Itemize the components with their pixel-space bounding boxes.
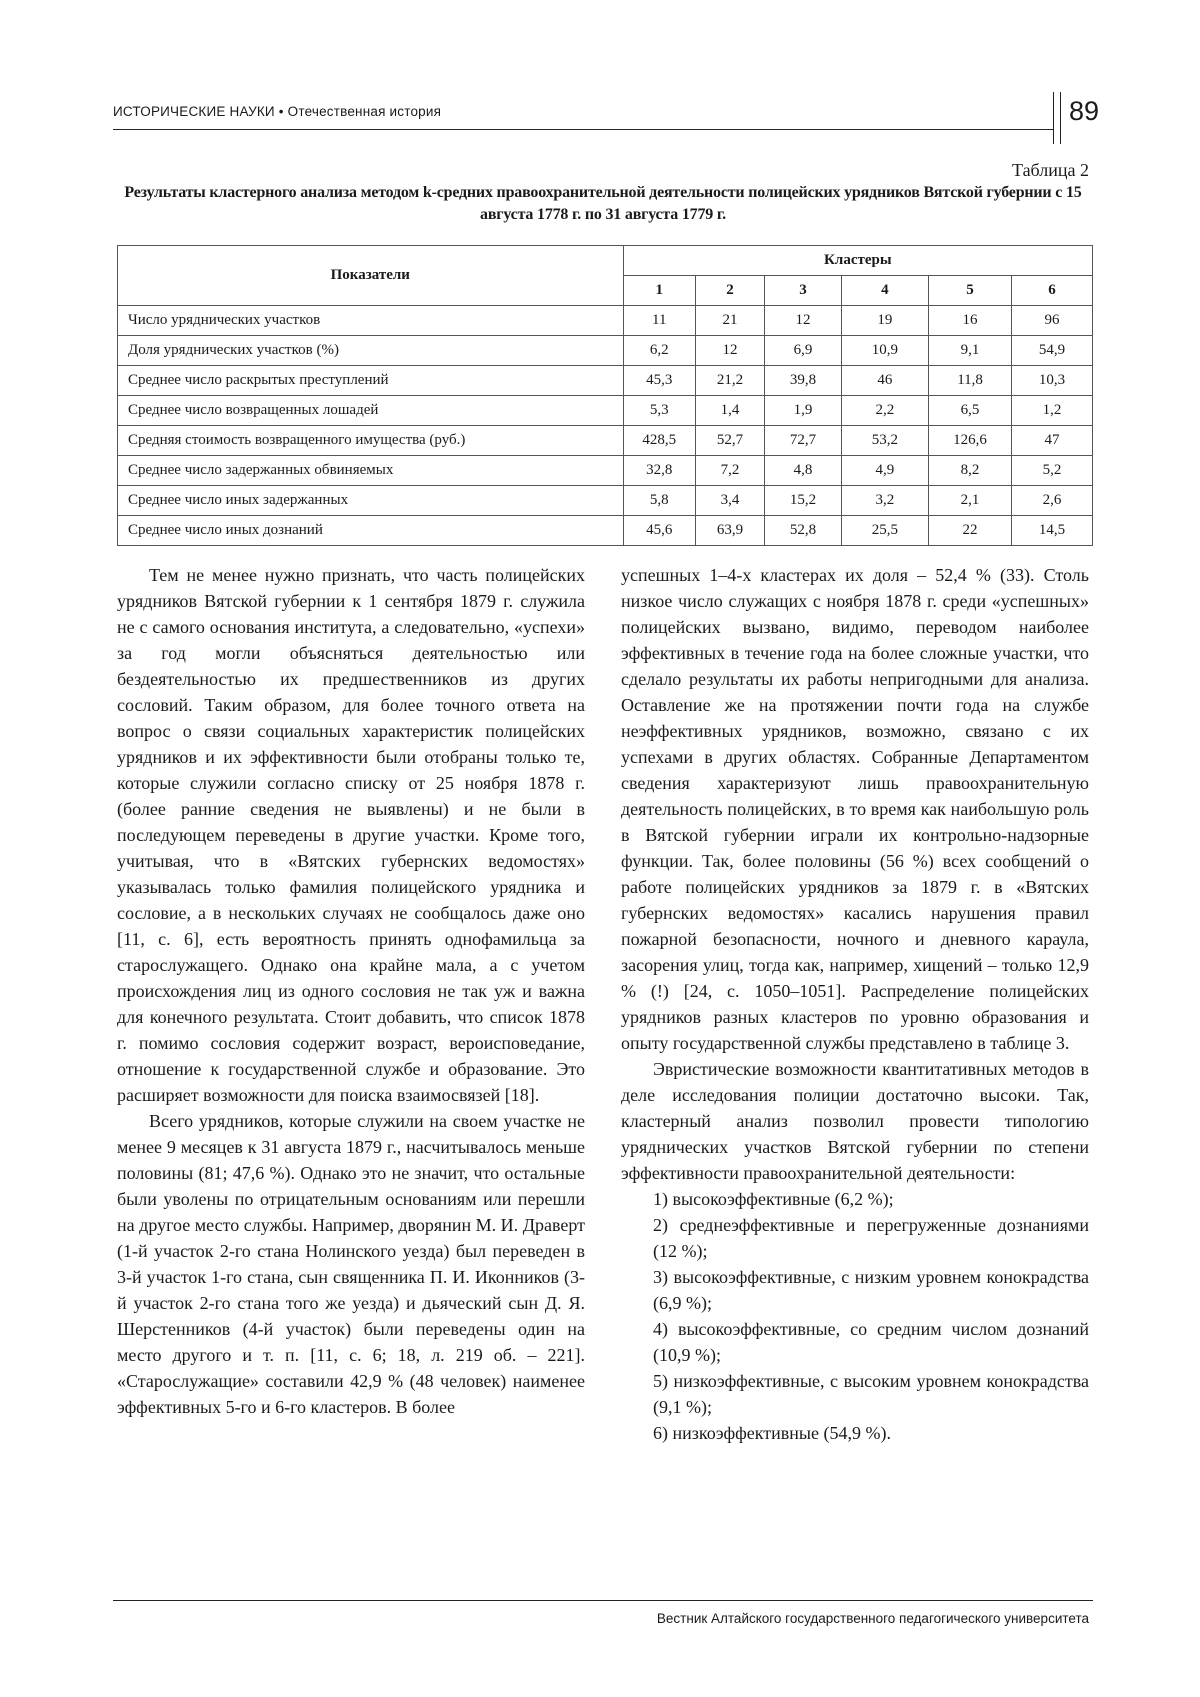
cell: 11 <box>623 306 695 336</box>
cell: 8,2 <box>929 456 1012 486</box>
cell: 5,8 <box>623 486 695 516</box>
results-table <box>117 245 1093 546</box>
cell: 1,4 <box>695 396 764 426</box>
cell: 428,5 <box>623 426 695 456</box>
cell: 52,7 <box>695 426 764 456</box>
cell: 6,9 <box>765 336 842 366</box>
cell: 52,8 <box>765 516 842 546</box>
cell: 5,3 <box>623 396 695 426</box>
paragraph: успешных 1–4-х кластерах их доля – 52,4 % (33). Столь низкое число служащих с ноября 1878 г. среди «успешных» полицейских вызвано, видимо, переводом наиболее эффективных в течение года на более сложные участки, что сделало результаты их работы непригодными для анализа. Оставление же на протяжении почти года на службе неэффективных урядников, возможно, связано с их успехами в других областях. Собранные Департаментом сведения характеризуют лишь правоохранительную деятельность полицейских, в то время как наибольшую роль в Вятской губернии играли их контрольно-надзорные функции. Так, более половины (56 %) всех сообщений о работе полицейских урядников за 1879 г. в «Вятских губернских ведомостях» касались нарушения правил пожарной безопасности, ночного и дневного караула, засорения улиц, тогда как, например, хищений – только 12,9 % (!) [24, с. 1050–1051]. Распределение полицейских урядников разных кластеров по уровню образования и опыту государственной службы представлено в таблице 3. <box>621 565 1089 1053</box>
table-row <box>118 366 1093 396</box>
header-double-bar <box>1053 92 1061 144</box>
table-label: Таблица 2 <box>1012 160 1089 180</box>
cell: 3,2 <box>841 486 928 516</box>
cell: 6,2 <box>623 336 695 366</box>
cell: 19 <box>841 306 928 336</box>
cell: 54,9 <box>1012 336 1093 366</box>
list-item: 6) низкоэффективные (54,9 %). <box>653 1423 891 1443</box>
list-item: 3) высокоэффективные, с низким уровнем конокрадства (6,9 %); <box>653 1267 1089 1313</box>
table-row <box>118 516 1093 546</box>
cell: 2,1 <box>929 486 1012 516</box>
cell: 96 <box>1012 306 1093 336</box>
cluster-number: 4 <box>841 276 928 306</box>
cell: 5,2 <box>1012 456 1093 486</box>
list-item: 4) высокоэффективные, со средним числом дознаний (10,9 %); <box>653 1319 1089 1365</box>
table-row <box>118 426 1093 456</box>
row-label: Среднее число иных задержанных <box>118 486 624 516</box>
cluster-number: 6 <box>1012 276 1093 306</box>
row-label: Среднее число задержанных обвиняемых <box>118 456 624 486</box>
cell: 22 <box>929 516 1012 546</box>
cell: 4,9 <box>841 456 928 486</box>
cell: 47 <box>1012 426 1093 456</box>
list-item: 2) среднеэффективные и перегруженные дознаниями (12 %); <box>653 1215 1089 1261</box>
cell: 16 <box>929 306 1012 336</box>
cell: 46 <box>841 366 928 396</box>
cell: 53,2 <box>841 426 928 456</box>
indicators-header: Показатели <box>118 246 624 306</box>
row-label: Доля урядничеcких участков (%) <box>118 336 624 366</box>
cell: 4,8 <box>765 456 842 486</box>
cell: 72,7 <box>765 426 842 456</box>
cell: 21 <box>695 306 764 336</box>
cell: 126,6 <box>929 426 1012 456</box>
footer-rule <box>113 1600 1093 1601</box>
cluster-number: 5 <box>929 276 1012 306</box>
cell: 1,2 <box>1012 396 1093 426</box>
cell: 14,5 <box>1012 516 1093 546</box>
page-number: 89 <box>1069 96 1100 126</box>
table-row <box>118 306 1093 336</box>
table-header-row <box>118 246 1093 276</box>
cluster-number: 1 <box>623 276 695 306</box>
cell: 25,5 <box>841 516 928 546</box>
cell: 6,5 <box>929 396 1012 426</box>
paragraph: Эвристические возможности квантитативных методов в деле исследования полиции достаточно высоки. Так, кластерный анализ позволил провести типологию урядничеcких участков Вятской губернии по степени эффективности правоохранительной деятельности: <box>621 1059 1089 1183</box>
cell: 15,2 <box>765 486 842 516</box>
cell: 2,6 <box>1012 486 1093 516</box>
table-row <box>118 486 1093 516</box>
running-header <box>113 92 1100 152</box>
cell: 21,2 <box>695 366 764 396</box>
row-label: Среднее число раскрытых преступлений <box>118 366 624 396</box>
list-item: 5) низкоэффективные, с высоким уровнем конокрадства (9,1 %); <box>653 1371 1089 1417</box>
cell: 63,9 <box>695 516 764 546</box>
cell: 10,3 <box>1012 366 1093 396</box>
row-label: Средняя стоимость возвращенного имущества (руб.) <box>118 426 624 456</box>
paragraph: Тем не менее нужно признать, что часть полицейских урядников Вятской губернии к 1 сентября 1879 г. служила не с самого основания института, а следовательно, «успехи» за год могли объясняться деятельностью или бездеятельностью их предшественников из других сословий. Таким образом, для более точного ответа на вопрос о связи социальных характеристик полицейских урядников и их эффективности были отобраны только те, которые служили согласно списку от 25 ноября 1878 г. (более ранние сведения не выявлены) и не были в последующем переведены в другие участки. Кроме того, учитывая, что в «Вятских губернских ведомостях» указывалась только фамилия полицейского урядника и сословие, а в нескольких случаях не сообщалось даже оно [11, с. 6], есть вероятность принять однофамильца за старослужащего. Однако она крайне мала, а с учетом происхождения лиц из одного сословия не так уж и важна для конечного результата. Стоит добавить, что список 1878 г. помимо сословия содержит возраст, вероисповедание, отношение к государственной службе и образование. Это расширяет возможности для поиска взаимосвязей [18]. <box>117 565 585 1105</box>
cell: 32,8 <box>623 456 695 486</box>
cell: 7,2 <box>695 456 764 486</box>
row-label: Число урядничеcких участков <box>118 306 624 336</box>
cell: 3,4 <box>695 486 764 516</box>
paragraph: Всего урядников, которые служили на своем участке не менее 9 месяцев к 31 августа 1879 г., насчитывалось меньше половины (81; 47,6 %). Однако это не значит, что остальные были уволены по отрицательным основаниям или перешли на другое место службы. Например, дворянин М. И. Драверт (1-й участок 2-го стана Нолинского уезда) был переведен в 3-й участок 1-го стана, сын священника П. И. Иконников (3-й участок 2-го стана того же уезда) и дьяческий сын Д. Я. Шерстенников (4-й участок) были переведены один на место другого и т. п. [11, с. 6; 18, л. 219 об. – 221]. «Старослужащие» составили 42,9 % (48 человек) наименее эффективных 5-го и 6-го кластеров. В более <box>117 1111 585 1417</box>
clusters-header: Кластеры <box>623 246 1092 276</box>
cell: 9,1 <box>929 336 1012 366</box>
row-label: Среднее число иных дознаний <box>118 516 624 546</box>
cell: 11,8 <box>929 366 1012 396</box>
cell: 10,9 <box>841 336 928 366</box>
journal-footer: Вестник Алтайского государственного педагогического университета <box>656 1611 1089 1626</box>
right-column <box>621 562 1089 1446</box>
table-caption: Результаты кластерного анализа методом k-средних правоохранительной деятельности полицейских урядников Вятской губернии с 15 августа 1778 г. по 31 августа 1779 г. <box>124 184 1082 223</box>
section-title: ИСТОРИЧЕСКИЕ НАУКИ • Отечественная история <box>113 104 442 119</box>
cell: 12 <box>695 336 764 366</box>
table-row <box>118 336 1093 366</box>
header-rule <box>113 129 1053 130</box>
table-row <box>118 396 1093 426</box>
cell: 12 <box>765 306 842 336</box>
cell: 45,6 <box>623 516 695 546</box>
row-label: Среднее число возвращенных лошадей <box>118 396 624 426</box>
table-row <box>118 456 1093 486</box>
cluster-number: 2 <box>695 276 764 306</box>
list-item: 1) высокоэффективные (6,2 %); <box>653 1189 894 1209</box>
cell: 1,9 <box>765 396 842 426</box>
cell: 2,2 <box>841 396 928 426</box>
left-column <box>117 562 585 1420</box>
cell: 45,3 <box>623 366 695 396</box>
cluster-number: 3 <box>765 276 842 306</box>
cell: 39,8 <box>765 366 842 396</box>
